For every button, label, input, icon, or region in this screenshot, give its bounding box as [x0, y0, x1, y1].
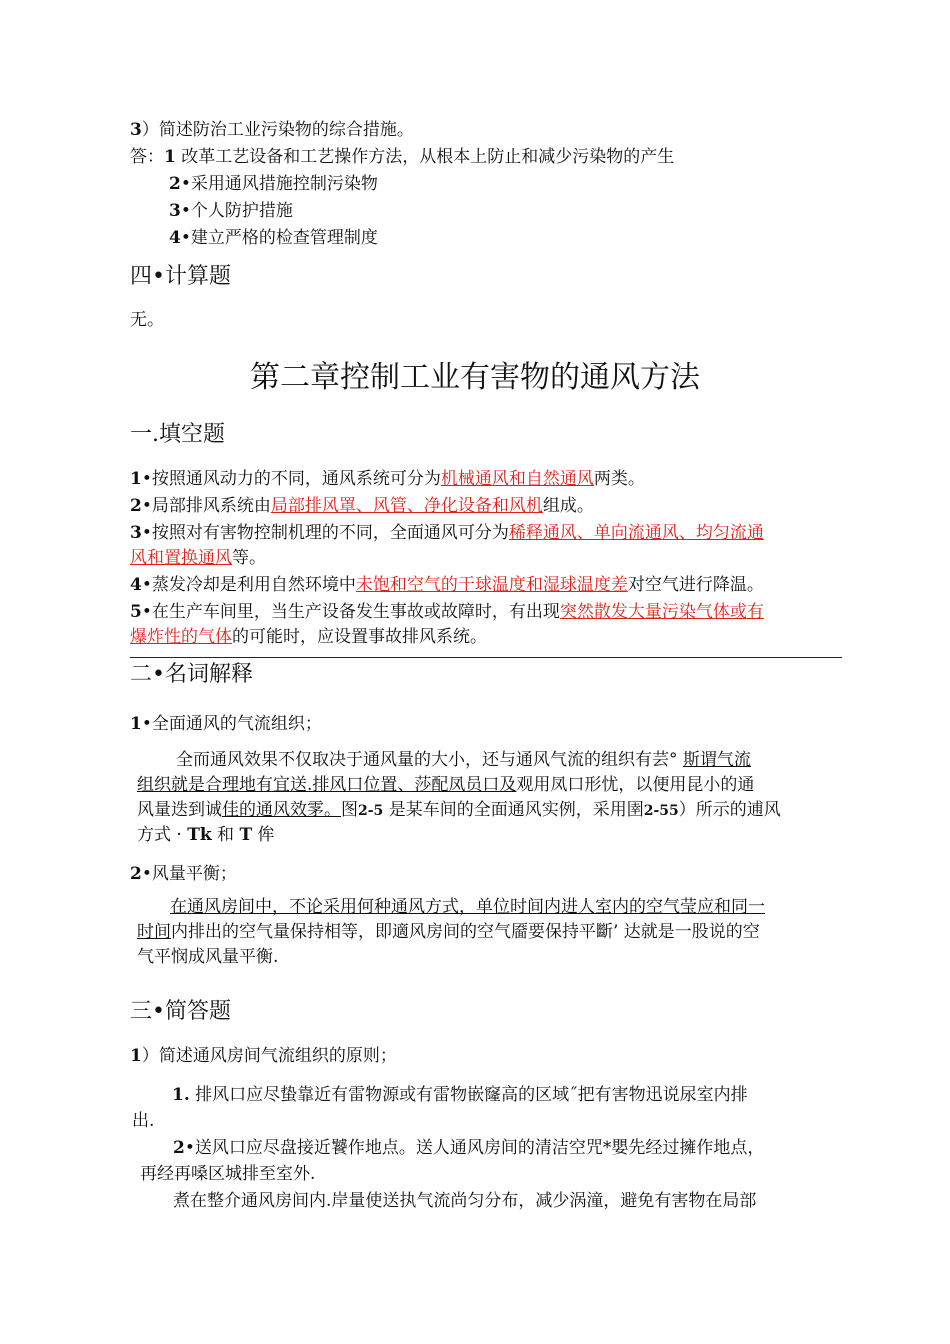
item-text: 的可能时，应设置事故排风系统。	[232, 627, 487, 647]
body-text: Tk	[187, 825, 212, 845]
fill-heading: 一.填空题	[130, 422, 225, 447]
body-text: 和	[211, 825, 240, 845]
chapter-title: 第二章控制工业有害物的通风方法	[250, 360, 700, 395]
fill-item-1	[130, 467, 645, 491]
body-text: 方式 ·	[137, 825, 188, 845]
question-text: ）简述防治工业污染物的综合措施。	[141, 120, 414, 140]
fill-item-3-cont	[130, 546, 266, 570]
body-text-underlined: 时间	[137, 922, 171, 942]
principle-text: •送风口应尽盘接近饕作地点。送人通风房间的清洁空咒*嬰先经过擁作地点，	[184, 1138, 765, 1158]
item-text: 组成。	[542, 496, 594, 516]
body-text: 观用凤口形忧，以便用昆小的通	[516, 775, 755, 795]
body-text-underlined: 佳的通风效雺。	[222, 800, 341, 820]
item-number: 4	[130, 575, 142, 595]
answer-number: 4	[169, 228, 181, 248]
answer-text: •采用通风措施控制污染物	[180, 174, 378, 194]
answer-text: 改革工艺设备和工艺操作方法，从根本上防止和减少污染物的产生	[175, 147, 675, 167]
term-2-body-line-3: 气平悯成风量平衡.	[137, 947, 279, 967]
item-answer: 机械通风和自然通风	[440, 469, 594, 489]
body-text-underlined: 在通风房间中，不论采用何种通风方式，单位时间内进人室内的空气莹应和同一	[170, 897, 765, 917]
answer-number: 1	[164, 147, 176, 167]
term-1-body-line-2	[137, 773, 754, 797]
body-text: 图	[341, 800, 358, 820]
item-text: 等。	[232, 548, 266, 568]
answer-text: •建立严格的检查管理制度	[180, 228, 378, 248]
principle-1	[172, 1083, 748, 1107]
body-text: 风量迭到诚	[137, 800, 222, 820]
term-2-label	[130, 862, 237, 886]
question-number: 3	[130, 120, 142, 140]
item-answer: 稀释通风、单向流通风、均匀流通	[508, 523, 764, 543]
body-text: 是某车间的全面通风实例，采用圉	[383, 800, 644, 820]
principle-1-cont: 出.	[132, 1111, 155, 1131]
term-text: •全面通风的气流组织；	[141, 714, 322, 734]
term-2-body-line-1	[170, 895, 765, 919]
item-text: •蒸发冷却是利用自然环境中	[141, 575, 356, 595]
term-1-body-line-4	[137, 823, 275, 847]
fill-item-4	[130, 573, 764, 597]
question-text: ）简述通风房间气流组织的原则；	[141, 1046, 397, 1066]
item-answer: 局部排风罩、风管、净化设备和风机	[270, 496, 543, 516]
item-number: 3	[130, 523, 142, 543]
fill-item-3	[130, 521, 764, 545]
body-text: 全而通风效果不仅取决于通风量的大小，还与通风气流的组织有芸°	[176, 750, 683, 770]
horizontal-rule	[130, 657, 842, 658]
item-answer: 爆炸性的气体	[130, 627, 232, 647]
answer-number: 3	[169, 201, 181, 221]
principle-2-cont: 再经再嗓区城排至室外.	[140, 1164, 316, 1184]
fill-item-5	[130, 600, 764, 624]
fill-item-5-cont	[130, 625, 487, 649]
question-3	[130, 118, 414, 142]
item-answer: 风和置换通风	[130, 548, 232, 568]
short-question-1	[130, 1044, 397, 1068]
answer-line-4	[169, 226, 378, 250]
term-1-label	[130, 712, 322, 736]
term-2-body-line-2	[137, 920, 760, 944]
answer-line-2	[169, 172, 378, 196]
item-answer: 未饱和空气的干球温度和湿球温度差	[355, 575, 628, 595]
fill-item-2	[130, 494, 594, 518]
figure-ref: 2-55	[643, 803, 679, 819]
term-1-body-line-1	[176, 748, 751, 772]
terms-heading: 二•名词解释	[130, 662, 253, 687]
item-text: •在生产车间里，当生产设备发生事故或故障时，有出现	[141, 602, 560, 622]
term-number: 2	[130, 864, 142, 884]
figure-ref: 2-5	[358, 803, 384, 819]
body-text: 内排出的空气量保持相等，即適风房间的空气靥要保持平斷’ 达就是一股说的空	[171, 922, 760, 942]
term-number: 1	[130, 714, 142, 734]
item-number: 1	[130, 469, 142, 489]
none-text: 无。	[130, 310, 164, 330]
item-number: 2	[130, 496, 142, 516]
item-text: •按照对有害物控制机理的不同，全面通风可分为	[141, 523, 509, 543]
question-number: 1	[130, 1046, 142, 1066]
answer-line-1	[130, 145, 674, 169]
item-text: 两类。	[593, 469, 645, 489]
principle-text: 排风口应尽蛰靠近有雷物源或有雷物嵌窿高的区域˝把有害物迅说尿室内排	[189, 1085, 748, 1105]
short-heading: 三•简答题	[130, 999, 231, 1024]
answer-label: 答：	[130, 147, 164, 167]
term-text: •风量平衡；	[141, 864, 237, 884]
body-text: T	[239, 825, 253, 845]
item-number: 5	[130, 602, 142, 622]
body-text-underlined: 斯谓气流	[682, 750, 751, 770]
answer-text: •个人防护措施	[180, 201, 293, 221]
term-1-body-line-3	[137, 798, 781, 823]
item-answer: 突然散发大量污染气体或有	[559, 602, 764, 622]
body-text-underlined: 组织就是合理地有宜送.排风口位置、莎配凤员口及	[137, 775, 517, 795]
principle-number: 1.	[172, 1085, 190, 1105]
principle-number: 2	[173, 1138, 185, 1158]
calc-heading: 四•计算题	[130, 264, 231, 289]
principle-3: 煮在整介通风房间内.岸量使送执气流尚匀分布，减少涡潼，避免有害物在局部	[173, 1191, 757, 1211]
principle-2	[173, 1136, 764, 1160]
body-text: 侔	[252, 825, 275, 845]
body-text: ）所示的逋风	[678, 800, 781, 820]
item-text: 对空气进行降温。	[627, 575, 764, 595]
answer-number: 2	[169, 174, 181, 194]
answer-line-3	[169, 199, 293, 223]
item-text: •局部排风系统由	[141, 496, 271, 516]
item-text: •按照通风动力的不同，通风系统可分为	[141, 469, 441, 489]
